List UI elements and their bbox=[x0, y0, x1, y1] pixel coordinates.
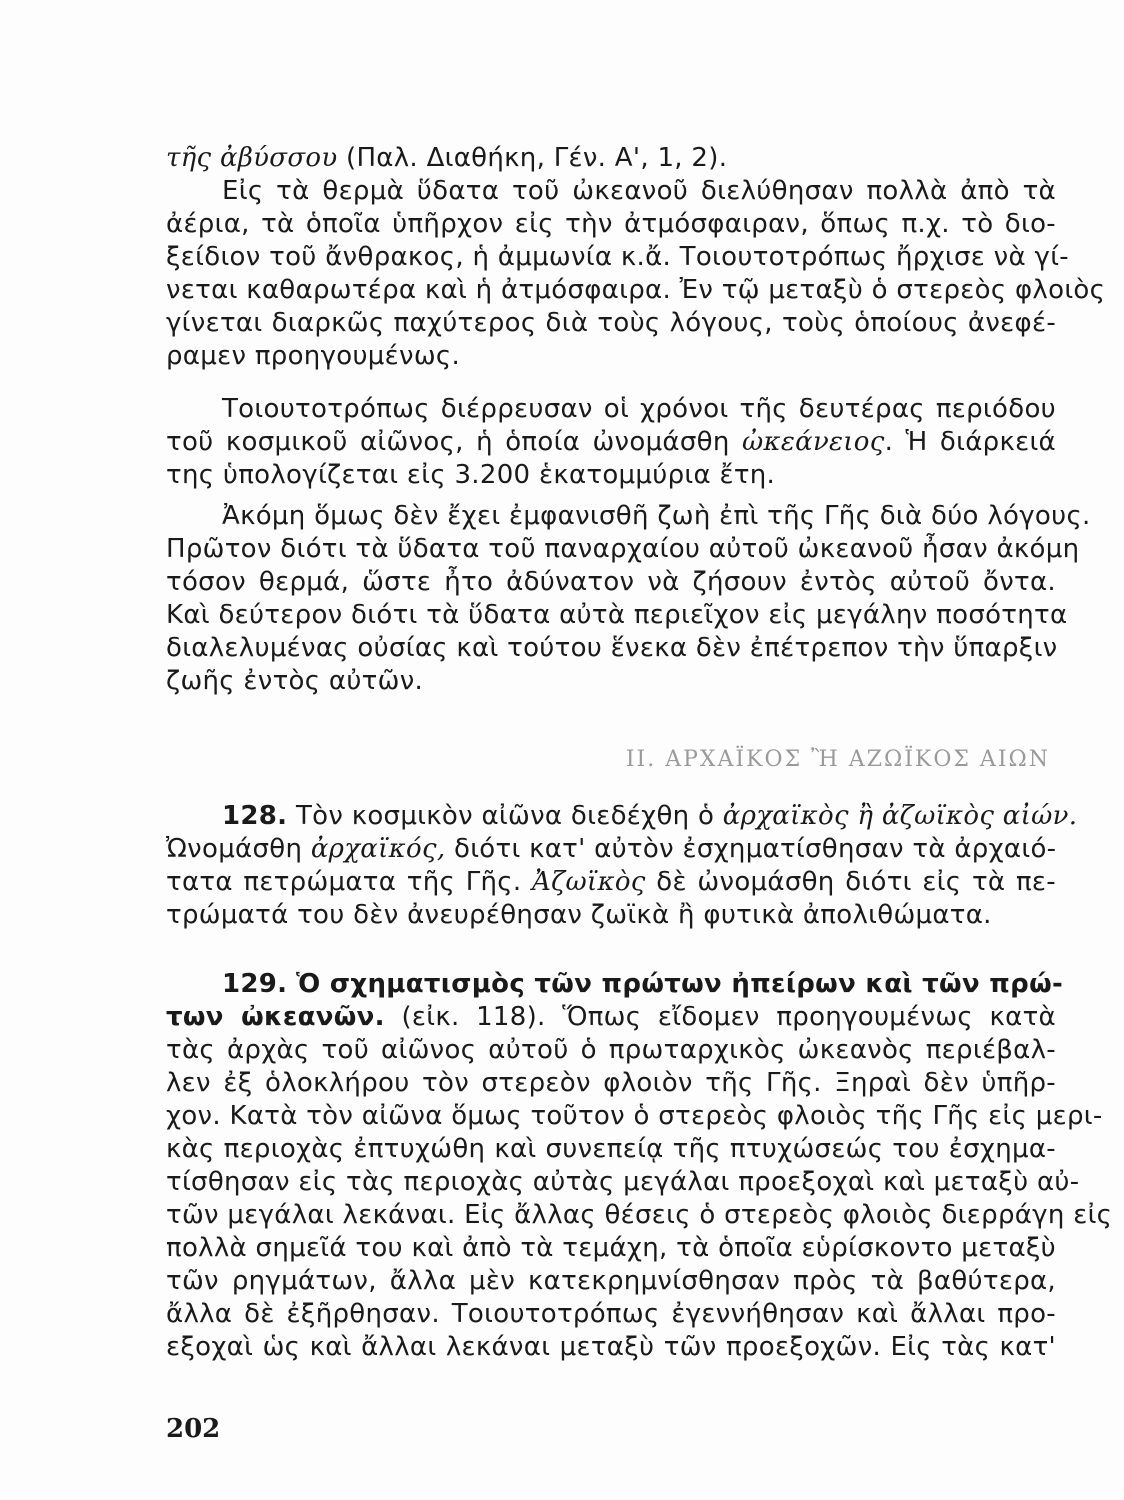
text-line: 128. Τὸν κοσμικὸν αἰῶνα διεδέχθη ὁ ἀρχαϊκὸς ἢ ἀζωϊκὸς αἰών. bbox=[222, 801, 1078, 831]
section-title-cont: των ὠκεανῶν. bbox=[166, 1002, 385, 1032]
section-128 bbox=[166, 800, 1078, 932]
paragraph-abyss bbox=[166, 142, 1106, 373]
text-line: διαλελυμένας οὐσίας καὶ τούτου ἕνεκα δὲν ἐπέτρεπον τὴν ὕπαρξιν bbox=[166, 633, 1058, 663]
text-line: τοῦ κοσμικοῦ αἰῶνος, ἡ ὁποία ὠνομάσθη ὠκεάνειος. Ἡ διάρκειά bbox=[166, 427, 1056, 457]
text-line: τῶν ρηγμάτων, ἄλλα μὲν κατεκρημνίσθησαν πρὸς τὰ βαθύτερα, bbox=[166, 1266, 1056, 1296]
text-line: λεν ἐξ ὁλοκλήρου τὸν στερεὸν φλοιὸν τῆς Γῆς. Ξηραὶ δὲν ὑπῆρ- bbox=[166, 1068, 1056, 1098]
text-line: τόσον θερμά, ὥστε ἦτο ἀδύνατον νὰ ζήσουν ἐντὸς αὐτοῦ ὄντα. bbox=[166, 567, 1056, 597]
text-line bbox=[166, 968, 1064, 1001]
paragraph-second-period bbox=[166, 393, 1056, 492]
text-line: τὰς ἀρχὰς τοῦ αἰῶνος αὐτοῦ ὁ πρωταρχικὸς ὠκεανὸς περιέβαλ- bbox=[166, 1035, 1056, 1065]
paragraph-no-life bbox=[166, 500, 1091, 698]
text-line: Ἀκόμη ὅμως δὲν ἔχει ἐμφανισθῆ ζωὴ ἐπὶ τῆς Γῆς διὰ δύο λόγους. bbox=[222, 501, 1091, 531]
text-line: ζωῆς ἐντὸς αὐτῶν. bbox=[166, 666, 424, 696]
text-line: Καὶ δεύτερον διότι τὰ ὕδατα αὐτὰ περιεῖχον εἰς μεγάλην ποσότητα bbox=[166, 600, 1068, 630]
text-line: ξείδιον τοῦ ἄνθρακος, ἡ ἀμμωνία κ.ἄ. Τοιουτοτρόπως ἤρχισε νὰ γί- bbox=[166, 242, 1069, 272]
section-number: 128. bbox=[222, 801, 288, 831]
italic-phrase: τῆς ἀβύσσου bbox=[166, 143, 338, 173]
text-line: ραμεν προηγουμένως. bbox=[166, 341, 461, 371]
text-line: ἀέρια, τὰ ὁποῖα ὑπῆρχον εἰς τὴν ἀτμόσφαιραν, ὅπως π.χ. τὸ διο- bbox=[166, 209, 1056, 239]
text-line: χον. Κατὰ τὸν αἰῶνα ὅμως τοῦτον ὁ στερεὸς φλοιὸς τῆς Γῆς εἰς μερι- bbox=[166, 1101, 1103, 1131]
text-line: τῶν μεγάλαι λεκάναι. Εἰς ἄλλας θέσεις ὁ στερεὸς φλοιὸς διερράγη εἰς bbox=[166, 1200, 1113, 1230]
text-line: γίνεται διαρκῶς παχύτερος διὰ τοὺς λόγους, τοὺς ὁποίους ἀνεφέ- bbox=[166, 308, 1056, 338]
text-line: εξοχαὶ ὡς καὶ ἄλλαι λεκάναι μεταξὺ τῶν προεξοχῶν. Εἰς τὰς κατ' bbox=[166, 1332, 1056, 1362]
text-line: κὰς περιοχὰς ἐπτυχώθη καὶ συνεπείᾳ τῆς πτυχώσεώς του ἐσχημα- bbox=[166, 1134, 1056, 1164]
text-line: Πρῶτον διότι τὰ ὕδατα τοῦ παναρχαίου αὐτοῦ ὠκεανοῦ ἦσαν ἀκόμη bbox=[166, 534, 1080, 564]
text-line: των ὠκεανῶν. (εἰκ. 118). Ὅπως εἴδομεν προηγουμένως κατὰ bbox=[166, 1002, 1056, 1032]
text-line: νεται καθαρωτέρα καὶ ἡ ἀτμόσφαιρα. Ἐν τῷ μεταξὺ ὁ στερεὸς φλοιὸς bbox=[166, 275, 1106, 305]
page-number: 202 bbox=[166, 1414, 221, 1444]
text-line: τίσθησαν εἰς τὰς περιοχὰς αὐτὰς μεγάλαι προεξοχαὶ καὶ μεταξὺ αὐ- bbox=[166, 1167, 1080, 1197]
section-129 bbox=[166, 968, 1113, 1364]
text-line: Εἰς τὰ θερμὰ ὕδατα τοῦ ὠκεανοῦ διελύθησαν πολλὰ ἀπὸ τὰ bbox=[222, 176, 1056, 206]
italic-term: Ἀζωϊκὸς bbox=[532, 867, 646, 897]
section-heading: ΙΙ. ΑΡΧΑΪΚΟΣ Ἢ ΑΖΩΪΚΟΣ ΑΙΩΝ bbox=[625, 747, 1050, 772]
section-number: 129. bbox=[222, 969, 288, 999]
italic-term: ἀρχαϊκὸς ἢ ἀζωϊκὸς αἰών. bbox=[722, 801, 1078, 831]
text-line: Ὠνομάσθη ἀρχαϊκός, διότι κατ' αὐτὸν ἐσχηματίσθησαν τὰ ἀρχαιό- bbox=[166, 834, 1057, 864]
section-title: Ὁ σχηματισμὸς τῶν πρώτων ἠπείρων καὶ τῶν πρώ- bbox=[295, 969, 1064, 999]
text-line: ἄλλα δὲ ἐξῆρθησαν. Τοιουτοτρόπως ἐγεννήθησαν καὶ ἄλλαι προ- bbox=[166, 1299, 1056, 1329]
text-line: τρώματά του δὲν ἀνευρέθησαν ζωϊκὰ ἢ φυτικὰ ἀπολιθώματα. bbox=[166, 900, 992, 930]
text-line: Τοιουτοτρόπως διέρρευσαν οἱ χρόνοι τῆς δευτέρας περιόδου bbox=[222, 394, 1056, 424]
text-line: τῆς ἀβύσσου (Παλ. Διαθήκη, Γέν. Α', 1, 2). bbox=[166, 143, 728, 173]
text-line: πολλὰ σημεῖά του καὶ ἀπὸ τὰ τεμάχη, τὰ ὁποῖα εὑρίσκοντο μεταξὺ bbox=[166, 1233, 1057, 1263]
italic-term: ὠκεάνειος bbox=[741, 427, 885, 457]
text-line: της ὑπολογίζεται εἰς 3.200 ἑκατομμύρια ἔτη. bbox=[166, 460, 776, 490]
text-line: τατα πετρώματα τῆς Γῆς. Ἀζωϊκὸς δὲ ὠνομάσθη διότι εἰς τὰ πε- bbox=[166, 867, 1056, 897]
italic-term: ἀρχαϊκός, bbox=[310, 834, 446, 864]
